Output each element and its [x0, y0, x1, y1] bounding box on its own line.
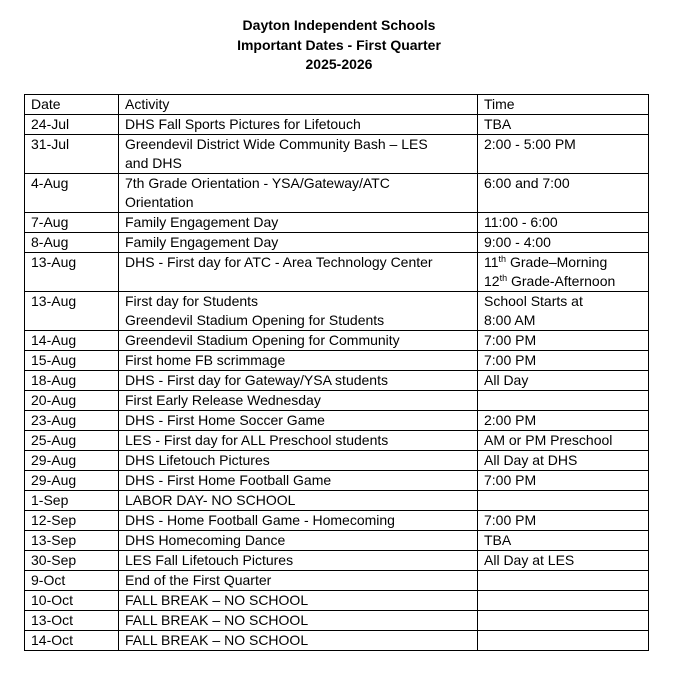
date-cell: 14-Aug: [25, 331, 119, 351]
activity-cell: [119, 551, 478, 571]
table-row: [25, 411, 649, 431]
time-cell: [478, 233, 649, 253]
time-cell: [478, 611, 649, 631]
date-cell: 1-Sep: [25, 491, 119, 511]
time-cell: [478, 253, 649, 292]
time-cell: [478, 371, 649, 391]
activity-column-header: Activity: [119, 95, 478, 115]
activity-text: DHS - First day for ATC - Area Technology Center: [125, 254, 433, 270]
time-text: TBA: [484, 532, 512, 548]
activity-text: FALL BREAK – NO SCHOOL: [125, 612, 309, 628]
activity-text: Family Engagement Day: [125, 214, 279, 230]
date-cell: 14-Oct: [25, 631, 119, 651]
school-year: 2025-2026: [305, 56, 373, 72]
activity-cell: [119, 531, 478, 551]
activity-cell: [119, 511, 478, 531]
table-row: [25, 611, 649, 631]
document-title: Important Dates - First Quarter: [237, 36, 441, 53]
activity-text: Family Engagement Day: [125, 234, 279, 250]
activity-text: DHS Fall Sports Pictures for Lifetouch: [125, 116, 361, 132]
time-cell: [478, 331, 649, 351]
activity-cell: [119, 571, 478, 591]
time-column-header: Time: [478, 95, 649, 115]
date-column-header: Date: [25, 95, 119, 115]
time-cell: [478, 491, 649, 511]
activity-cell: [119, 253, 478, 292]
table-row: [25, 292, 649, 331]
activity-text: LABOR DAY- NO SCHOOL: [125, 492, 296, 508]
time-cell: [478, 531, 649, 551]
table-row: [25, 451, 649, 471]
activity-cell: [119, 115, 478, 135]
activity-cell: [119, 451, 478, 471]
district-title: Dayton Independent Schools: [242, 17, 436, 33]
activity-cell: [119, 411, 478, 431]
date-cell: 13-Aug: [25, 253, 119, 292]
date-cell: 9-Oct: [25, 571, 119, 591]
time-text: 7:00 PM: [484, 512, 537, 528]
activity-cell: [119, 491, 478, 511]
activity-text: First Early Release Wednesday: [125, 392, 321, 408]
time-cell: [478, 411, 649, 431]
time-cell: [478, 135, 649, 174]
time-text: 7:00 PM: [484, 472, 537, 488]
date-cell: 8-Aug: [25, 233, 119, 253]
activity-text: FALL BREAK – NO SCHOOL: [125, 592, 309, 608]
table-row: [25, 471, 649, 491]
important-dates-table: [24, 94, 649, 651]
activity-cell: [119, 213, 478, 233]
activity-text: DHS - First Home Football Game: [125, 472, 332, 488]
time-text: TBA: [484, 116, 512, 132]
date-cell: 20-Aug: [25, 391, 119, 411]
date-cell: 13-Aug: [25, 292, 119, 331]
time-text: AM or PM Preschool: [484, 432, 613, 448]
table-row: [25, 491, 649, 511]
activity-text: First day for Students: [125, 293, 259, 309]
time-text: 7:00 PM: [484, 332, 537, 348]
date-cell: 7-Aug: [25, 213, 119, 233]
activity-text: and DHS: [125, 155, 182, 171]
activity-cell: [119, 431, 478, 451]
date-cell: 15-Aug: [25, 351, 119, 371]
activity-cell: [119, 233, 478, 253]
activity-text: DHS Lifetouch Pictures: [125, 452, 270, 468]
activity-cell: [119, 331, 478, 351]
activity-text: LES - First day for ALL Preschool students: [125, 432, 389, 448]
date-cell: 23-Aug: [25, 411, 119, 431]
activity-cell: [119, 351, 478, 371]
date-cell: 13-Sep: [25, 531, 119, 551]
activity-text: LES Fall Lifetouch Pictures: [125, 552, 294, 568]
time-cell: [478, 115, 649, 135]
time-cell: [478, 451, 649, 471]
time-cell: [478, 511, 649, 531]
activity-cell: [119, 371, 478, 391]
time-cell: [478, 292, 649, 331]
activity-cell: [119, 174, 478, 213]
table-row: [25, 591, 649, 611]
activity-cell: [119, 591, 478, 611]
table-row: [25, 331, 649, 351]
time-text: School Starts at: [484, 293, 583, 309]
table-row: [25, 115, 649, 135]
time-text: All Day at LES: [484, 552, 575, 568]
document-header: [0, 16, 678, 75]
date-cell: 24-Jul: [25, 115, 119, 135]
time-text: 2:00 PM: [484, 412, 537, 428]
atc-time-text: 11th Grade–Morning: [484, 254, 608, 270]
atc-time-text: 12th Grade-Afternoon: [484, 273, 616, 289]
activity-cell: [119, 631, 478, 651]
time-text: 7:00 PM: [484, 352, 537, 368]
activity-cell: [119, 292, 478, 331]
table-row: [25, 253, 649, 292]
date-cell: 30-Sep: [25, 551, 119, 571]
time-cell: [478, 471, 649, 491]
table-row: [25, 551, 649, 571]
activity-text: DHS - Home Football Game - Homecoming: [125, 512, 395, 528]
table-row: [25, 511, 649, 531]
time-text: 8:00 AM: [484, 312, 536, 328]
date-cell: 12-Sep: [25, 511, 119, 531]
table-row: [25, 174, 649, 213]
activity-text: DHS - First day for Gateway/YSA students: [125, 372, 388, 388]
time-cell: [478, 591, 649, 611]
table-row: [25, 631, 649, 651]
time-text: All Day at DHS: [484, 452, 578, 468]
time-text: All Day: [484, 372, 529, 388]
table-header-row: [25, 95, 649, 115]
table-row: [25, 391, 649, 411]
date-cell: 31-Jul: [25, 135, 119, 174]
table-row: [25, 213, 649, 233]
time-cell: [478, 571, 649, 591]
activity-text: FALL BREAK – NO SCHOOL: [125, 632, 309, 648]
time-cell: [478, 431, 649, 451]
time-cell: [478, 391, 649, 411]
table-row: [25, 135, 649, 174]
time-cell: [478, 213, 649, 233]
date-cell: 18-Aug: [25, 371, 119, 391]
activity-cell: [119, 391, 478, 411]
activity-text: DHS Homecoming Dance: [125, 532, 286, 548]
time-text: 9:00 - 4:00: [484, 234, 551, 250]
time-cell: [478, 351, 649, 371]
activity-cell: [119, 611, 478, 631]
time-text: 6:00 and 7:00: [484, 175, 570, 191]
time-text: 2:00 - 5:00 PM: [484, 136, 576, 152]
table-row: [25, 371, 649, 391]
date-cell: 10-Oct: [25, 591, 119, 611]
time-cell: [478, 174, 649, 213]
time-cell: [478, 551, 649, 571]
table-row: [25, 233, 649, 253]
date-cell: 29-Aug: [25, 471, 119, 491]
table-row: [25, 571, 649, 591]
date-cell: 25-Aug: [25, 431, 119, 451]
activity-text: 7th Grade Orientation - YSA/Gateway/ATC: [125, 175, 390, 191]
activity-text: Greendevil Stadium Opening for Community: [125, 332, 400, 348]
table-body: [25, 115, 649, 651]
activity-text: Greendevil Stadium Opening for Students: [125, 312, 385, 328]
table-row: [25, 431, 649, 451]
date-cell: 29-Aug: [25, 451, 119, 471]
time-text: 11:00 - 6:00: [484, 214, 558, 230]
table-row: [25, 351, 649, 371]
activity-text: Greendevil District Wide Community Bash – LES: [125, 136, 428, 152]
activity-cell: [119, 135, 478, 174]
activity-text: First home FB scrimmage: [125, 352, 286, 368]
date-cell: 13-Oct: [25, 611, 119, 631]
time-cell: [478, 631, 649, 651]
activity-text: Orientation: [125, 194, 194, 210]
date-cell: 4-Aug: [25, 174, 119, 213]
table-row: [25, 531, 649, 551]
activity-text: DHS - First Home Soccer Game: [125, 412, 325, 428]
activity-cell: [119, 471, 478, 491]
activity-text: End of the First Quarter: [125, 572, 272, 588]
